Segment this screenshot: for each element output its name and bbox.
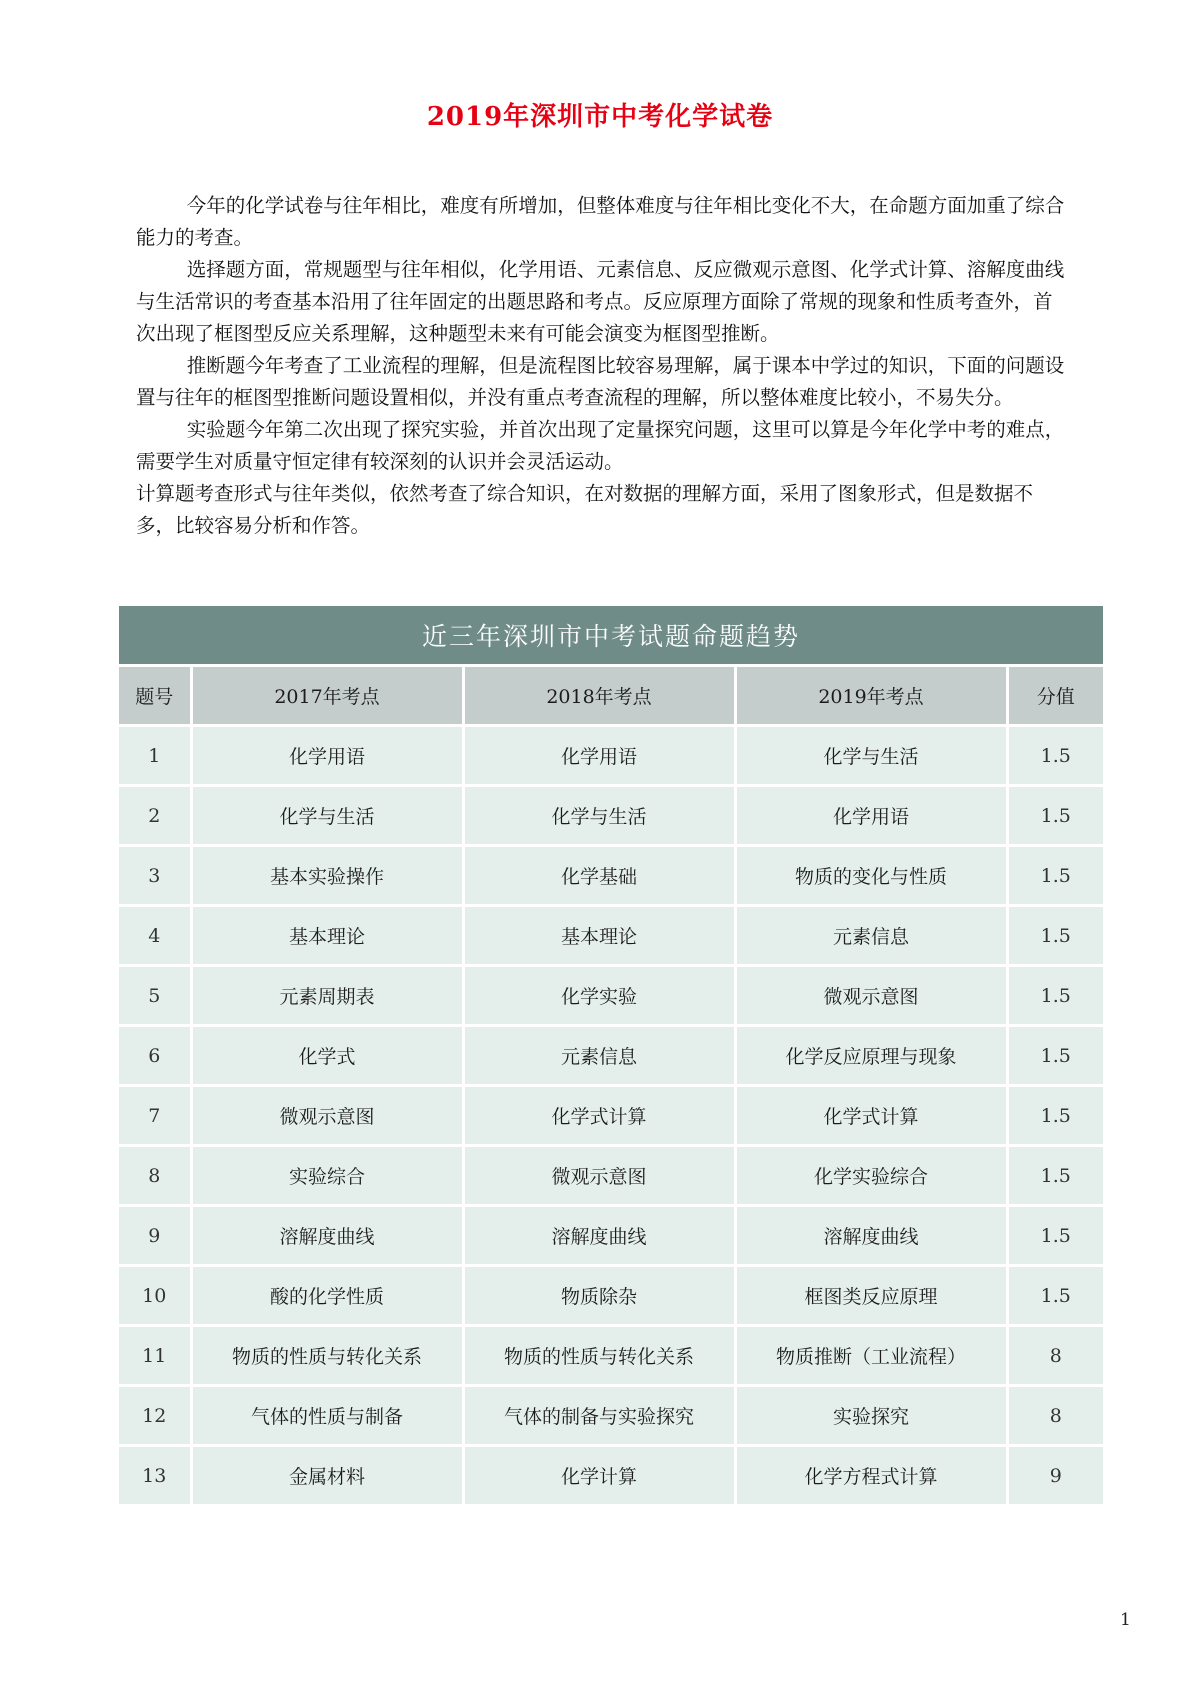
cell-question-number: 10: [119, 1266, 191, 1326]
cell-score: 1.5: [1007, 846, 1103, 906]
cell-question-number: 7: [119, 1086, 191, 1146]
paragraph-experiment-questions: 实验题今年第二次出现了探究实验，并首次出现了定量探究问题，这里可以算是今年化学中考的难点，需要学生对质量守恒定律有较深刻的认识并会灵活运动。: [136, 418, 1065, 473]
cell-score: 1.5: [1007, 786, 1103, 846]
table-row: [119, 1086, 1103, 1146]
table-row: [119, 786, 1103, 846]
cell-topic-2019: 微观示意图: [735, 966, 1007, 1026]
paragraph-choice-questions: 选择题方面，常规题型与往年相似，化学用语、元素信息、反应微观示意图、化学式计算、溶解度曲线与生活常识的考查基本沿用了往年固定的出题思路和考点。反应原理方面除了常规的现象和性质考查外，首次出现了框图型反应关系理解，这种题型未来有可能会演变为框图型推断。: [136, 258, 1065, 345]
cell-question-number: 6: [119, 1026, 191, 1086]
table-row: [119, 1206, 1103, 1266]
table-header-row: [119, 666, 1103, 726]
cell-topic-2018: 化学式计算: [463, 1086, 735, 1146]
table-body: [119, 726, 1103, 1505]
cell-score: 1.5: [1007, 1146, 1103, 1206]
cell-topic-2018: 化学与生活: [463, 786, 735, 846]
table-row: [119, 1146, 1103, 1206]
table-row: [119, 966, 1103, 1026]
cell-score: 8: [1007, 1326, 1103, 1386]
cell-question-number: 13: [119, 1446, 191, 1505]
header-2019-topic: 2019年考点: [735, 666, 1007, 726]
cell-score: 1.5: [1007, 906, 1103, 966]
cell-topic-2017: 基本理论: [191, 906, 463, 966]
table-row: [119, 846, 1103, 906]
paragraph-calculation-questions: 计算题考查形式与往年类似，依然考查了综合知识，在对数据的理解方面，采用了图象形式，但是数据不多，比较容易分析和作答。: [136, 482, 1034, 537]
cell-topic-2019: 化学方程式计算: [735, 1446, 1007, 1505]
header-score: 分值: [1007, 666, 1103, 726]
cell-score: 1.5: [1007, 1086, 1103, 1146]
intro-text: [136, 190, 1066, 542]
cell-score: 9: [1007, 1446, 1103, 1505]
cell-question-number: 4: [119, 906, 191, 966]
page-number: 1: [1120, 1610, 1131, 1630]
cell-topic-2018: 化学实验: [463, 966, 735, 1026]
cell-topic-2018: 元素信息: [463, 1026, 735, 1086]
cell-topic-2019: 化学与生活: [735, 726, 1007, 786]
cell-topic-2017: 微观示意图: [191, 1086, 463, 1146]
cell-topic-2018: 化学用语: [463, 726, 735, 786]
exam-trend-table: [119, 606, 1103, 1504]
cell-question-number: 5: [119, 966, 191, 1026]
cell-topic-2019: 化学式计算: [735, 1086, 1007, 1146]
cell-topic-2018: 化学基础: [463, 846, 735, 906]
table-row: [119, 1446, 1103, 1505]
table-row: [119, 906, 1103, 966]
cell-score: 8: [1007, 1386, 1103, 1446]
cell-topic-2017: 气体的性质与制备: [191, 1386, 463, 1446]
header-2017-topic: 2017年考点: [191, 666, 463, 726]
table-row: [119, 1386, 1103, 1446]
cell-topic-2017: 实验综合: [191, 1146, 463, 1206]
cell-question-number: 11: [119, 1326, 191, 1386]
cell-topic-2018: 气体的制备与实验探究: [463, 1386, 735, 1446]
table-row: [119, 1266, 1103, 1326]
cell-question-number: 3: [119, 846, 191, 906]
table-row: [119, 1326, 1103, 1386]
cell-topic-2019: 物质推断（工业流程）: [735, 1326, 1007, 1386]
cell-question-number: 9: [119, 1206, 191, 1266]
header-2018-topic: 2018年考点: [463, 666, 735, 726]
table-row: [119, 726, 1103, 786]
cell-question-number: 12: [119, 1386, 191, 1446]
page-title: 2019年深圳市中考化学试卷: [426, 102, 774, 132]
cell-topic-2017: 酸的化学性质: [191, 1266, 463, 1326]
cell-topic-2019: 化学用语: [735, 786, 1007, 846]
cell-topic-2018: 物质的性质与转化关系: [463, 1326, 735, 1386]
cell-score: 1.5: [1007, 1266, 1103, 1326]
cell-topic-2019: 化学反应原理与现象: [735, 1026, 1007, 1086]
cell-topic-2017: 物质的性质与转化关系: [191, 1326, 463, 1386]
cell-topic-2019: 溶解度曲线: [735, 1206, 1007, 1266]
cell-topic-2017: 元素周期表: [191, 966, 463, 1026]
cell-question-number: 8: [119, 1146, 191, 1206]
cell-topic-2017: 金属材料: [191, 1446, 463, 1505]
cell-topic-2019: 物质的变化与性质: [735, 846, 1007, 906]
header-question-number: 题号: [119, 666, 191, 726]
cell-topic-2018: 化学计算: [463, 1446, 735, 1505]
cell-topic-2019: 框图类反应原理: [735, 1266, 1007, 1326]
cell-topic-2017: 化学与生活: [191, 786, 463, 846]
cell-topic-2018: 物质除杂: [463, 1266, 735, 1326]
cell-score: 1.5: [1007, 966, 1103, 1026]
table-banner: 近三年深圳市中考试题命题趋势: [119, 606, 1103, 666]
cell-topic-2018: 溶解度曲线: [463, 1206, 735, 1266]
table-row: [119, 1026, 1103, 1086]
cell-topic-2018: 基本理论: [463, 906, 735, 966]
cell-topic-2017: 基本实验操作: [191, 846, 463, 906]
paragraph-inference-questions: 推断题今年考查了工业流程的理解，但是流程图比较容易理解，属于课本中学过的知识，下面的问题设置与往年的框图型推断问题设置相似，并没有重点考查流程的理解，所以整体难度比较小，不易失分。: [136, 354, 1065, 409]
cell-score: 1.5: [1007, 726, 1103, 786]
cell-topic-2017: 化学式: [191, 1026, 463, 1086]
cell-topic-2019: 化学实验综合: [735, 1146, 1007, 1206]
paragraph-overview: 今年的化学试卷与往年相比，难度有所增加，但整体难度与往年相比变化不大，在命题方面加重了综合能力的考查。: [136, 194, 1065, 249]
cell-topic-2019: 元素信息: [735, 906, 1007, 966]
cell-score: 1.5: [1007, 1026, 1103, 1086]
cell-topic-2018: 微观示意图: [463, 1146, 735, 1206]
cell-topic-2019: 实验探究: [735, 1386, 1007, 1446]
cell-topic-2017: 化学用语: [191, 726, 463, 786]
cell-topic-2017: 溶解度曲线: [191, 1206, 463, 1266]
cell-question-number: 2: [119, 786, 191, 846]
cell-question-number: 1: [119, 726, 191, 786]
cell-score: 1.5: [1007, 1206, 1103, 1266]
